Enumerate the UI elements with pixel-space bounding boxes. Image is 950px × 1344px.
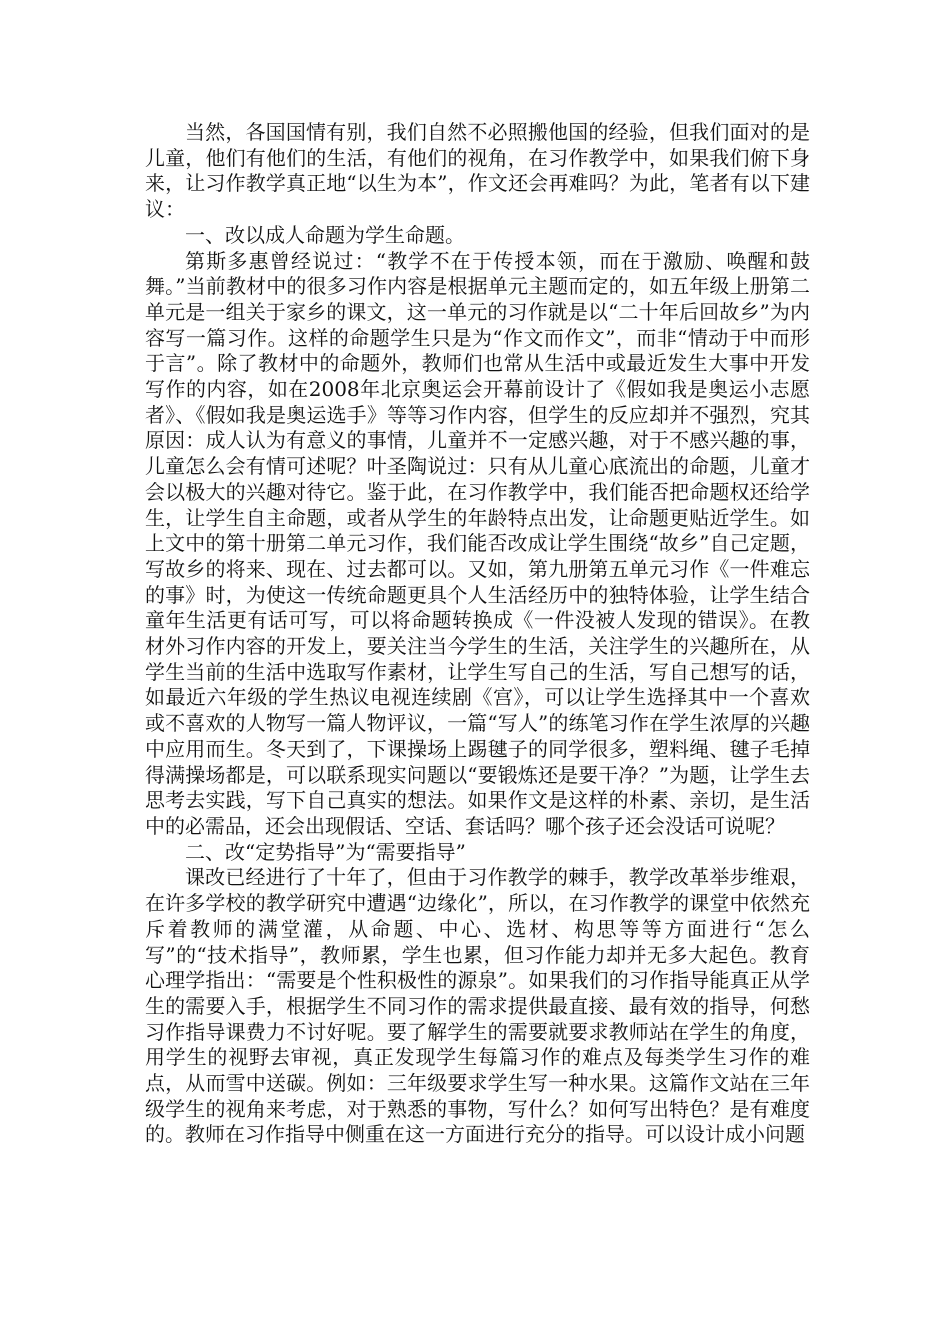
paragraph-section-1: 第斯多惠曾经说过：“教学不在于传授本领，而在于激励、唤醒和鼓舞。”当前教材中的很多习作内容是根据单元主题而定的，如五年级上册第二单元是一组关于家乡的课文，这一单元的习作就是以“二十年后回故乡”为内容写一篇习作。这样的命题学生只是为“作文而作文”，而非“情动于中而形于言”。除了教材中的命题外，教师们也常从生活中或最近发生大事中开发写作的内容，如在2008年北京奥运会开幕前设计了《假如我是奥运小志愿者》、《假如我是奥运选手》等等习作内容，但学生的反应却并不强烈，究其原因：成人认为有意义的事情，儿童并不一定感兴趣，对于不感兴趣的事，儿童怎么会有情可述呢？叶圣陶说过：只有从儿童心底流出的命题，儿童才会以极大的兴趣对待它。鉴于此，在习作教学中，我们能否把命题权还给学生，让学生自主命题，或者从学生的年龄特点出发，让命题更贴近学生。如上文中的第十册第二单元习作，我们能否改成让学生围绕“故乡”自己定题，写故乡的将来、现在、过去都可以。又如，第九册第五单元习作《一件难忘的事》时，为使这一传统命题更具个人生活经历中的独特体验，让学生结合童年生活更有话可写，可以将命题转换成《一件没被人发现的错误》。在教材外习作内容的开发上，要关注当今学生的生活，关注学生的兴趣所在，从学生当前的生活中选取写作素材，让学生写自己的生活，写自己想写的话，如最近六年级的学生热议电视连续剧《宫》，可以让学生选择其中一个喜欢或不喜欢的人物写一篇人物评议，一篇“写人”的练笔习作在学生浓厚的兴趣中应用而生。冬天到了，下课操场上踢毽子的同学很多，塑料绳、毽子毛掉得满操场都是，可以联系现实问题以“要锻炼还是要干净？”为题，让学生去思考去实践，写下自己真实的想法。如果作文是这样的朴素、亲切，是生活中的必需品，还会出现假话、空话、套话吗？哪个孩子还会没话可说呢？ xyxy=(145,248,810,838)
section-heading-2: 二、改“定势指导”为“需要指导” xyxy=(185,839,466,864)
paragraph-intro: 当然，各国国情有别，我们自然不必照搬他国的经验，但我们面对的是儿童，他们有他们的生活，有他们的视角，在习作教学中，如果我们俯下身来，让习作教学真正地“以生为本”，作文还会再难吗？为此，笔者有以下建议： xyxy=(145,120,810,222)
document-body xyxy=(145,120,810,1148)
section-heading-1: 一、改以成人命题为学生命题。 xyxy=(185,222,465,247)
paragraph-section-2: 课改已经进行了十年了，但由于习作教学的棘手，教学改革举步维艰，在许多学校的教学研究中遭遇“边缘化”，所以，在习作教学的课堂中依然充斥着教师的满堂灌，从命题、中心、选材、构思等等方面进行“怎么写”的“技术指导”，教师累，学生也累，但习作能力却并无多大起色。教育心理学指出：“需要是个性积极性的源泉”。如果我们的习作指导能真正从学生的需要入手，根据学生不同习作的需求提供最直接、最有效的指导，何愁习作指导课费力不讨好呢。要了解学生的需要就要求教师站在学生的角度，用学生的视野去审视，真正发现学生每篇习作的难点及每类学生习作的难点，从而雪中送碳。例如：三年级要求学生写一种水果。这篇作文站在三年级学生的视角来考虑，对于熟悉的事物，写什么？如何写出特色？是有难度的。教师在习作指导中侧重在这一方面进行充分的指导。可以设计成小问题 xyxy=(145,865,810,1147)
